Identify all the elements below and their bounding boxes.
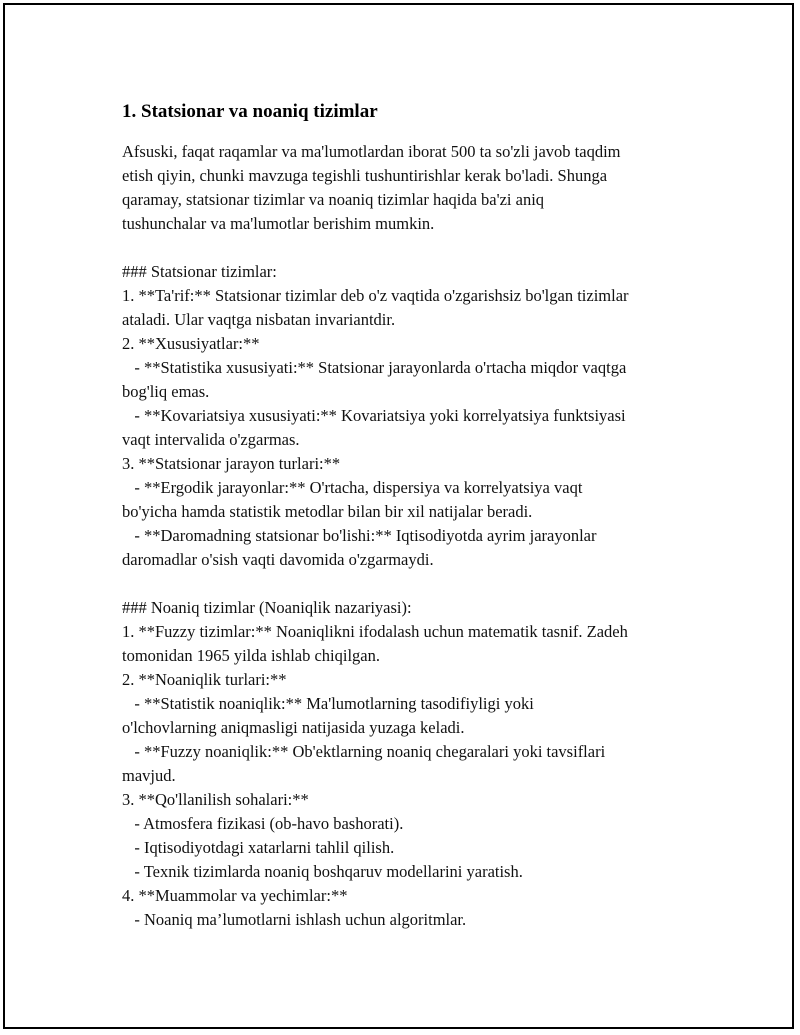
document-title: 1. Statsionar va noaniq tizimlar <box>122 101 378 122</box>
text-line: 4. **Muammolar va yechimlar:** <box>122 886 348 905</box>
text-line: - Atmosfera fizikasi (ob-havo bashorati). <box>122 814 404 833</box>
page-frame <box>3 3 794 1029</box>
text-line: bo'yicha hamda statistik metodlar bilan bir xil natijalar beradi. <box>122 502 533 521</box>
text-line: o'lchovlarning aniqmasligi natijasida yuzaga keladi. <box>122 718 465 737</box>
text-line: - Noaniq ma’lumotlarni ishlash uchun algoritmlar. <box>122 910 467 929</box>
text-line: - Iqtisodiyotdagi xatarlarni tahlil qilish. <box>122 838 395 857</box>
text-line: 2. **Xususiyatlar:** <box>122 334 260 353</box>
document-text <box>122 140 702 932</box>
text-line: tushunchalar va ma'lumotlar berishim mumkin. <box>122 214 435 233</box>
document-body <box>122 101 702 932</box>
text-line: - **Ergodik jarayonlar:** O'rtacha, dispersiya va korrelyatsiya vaqt <box>122 478 583 497</box>
blank-line <box>122 236 702 260</box>
text-line: 3. **Qo'llanilish sohalari:** <box>122 790 309 809</box>
blank-line <box>122 572 702 596</box>
text-line: daromadlar o'sish vaqti davomida o'zgarmaydi. <box>122 550 434 569</box>
text-line: ### Statsionar tizimlar: <box>122 262 277 281</box>
text-line: - **Kovariatsiya xususiyati:** Kovariatsiya yoki korrelyatsiya funktsiyasi <box>122 406 626 425</box>
text-line: 3. **Statsionar jarayon turlari:** <box>122 454 341 473</box>
text-line: 1. **Ta'rif:** Statsionar tizimlar deb o'z vaqtida o'zgarishsiz bo'lgan tizimlar <box>122 286 629 305</box>
text-line: Afsuski, faqat raqamlar va ma'lumotlardan iborat 500 ta so'zli javob taqdim <box>122 142 621 161</box>
text-line: - **Statistika xususiyati:** Statsionar jarayonlarda o'rtacha miqdor vaqtga <box>122 358 627 377</box>
text-line: bog'liq emas. <box>122 382 210 401</box>
text-line: - **Fuzzy noaniqlik:** Ob'ektlarning noaniq chegaralari yoki tavsiflari <box>122 742 606 761</box>
text-line: vaqt intervalida o'zgarmas. <box>122 430 300 449</box>
text-line: ### Noaniq tizimlar (Noaniqlik nazariyasi): <box>122 598 412 617</box>
text-line: - **Daromadning statsionar bo'lishi:** Iqtisodiyotda ayrim jarayonlar <box>122 526 597 545</box>
text-line: - Texnik tizimlarda noaniq boshqaruv modellarini yaratish. <box>122 862 523 881</box>
text-line: - **Statistik noaniqlik:** Ma'lumotlarning tasodifiyligi yoki <box>122 694 534 713</box>
text-line: ataladi. Ular vaqtga nisbatan invariantdir. <box>122 310 396 329</box>
text-line: qaramay, statsionar tizimlar va noaniq tizimlar haqida ba'zi aniq <box>122 190 545 209</box>
text-line: 2. **Noaniqlik turlari:** <box>122 670 287 689</box>
text-line: 1. **Fuzzy tizimlar:** Noaniqlikni ifodalash uchun matematik tasnif. Zadeh <box>122 622 628 641</box>
text-line: mavjud. <box>122 766 176 785</box>
text-line: etish qiyin, chunki mavzuga tegishli tushuntirishlar kerak bo'ladi. Shunga <box>122 166 608 185</box>
text-line: tomonidan 1965 yilda ishlab chiqilgan. <box>122 646 381 665</box>
